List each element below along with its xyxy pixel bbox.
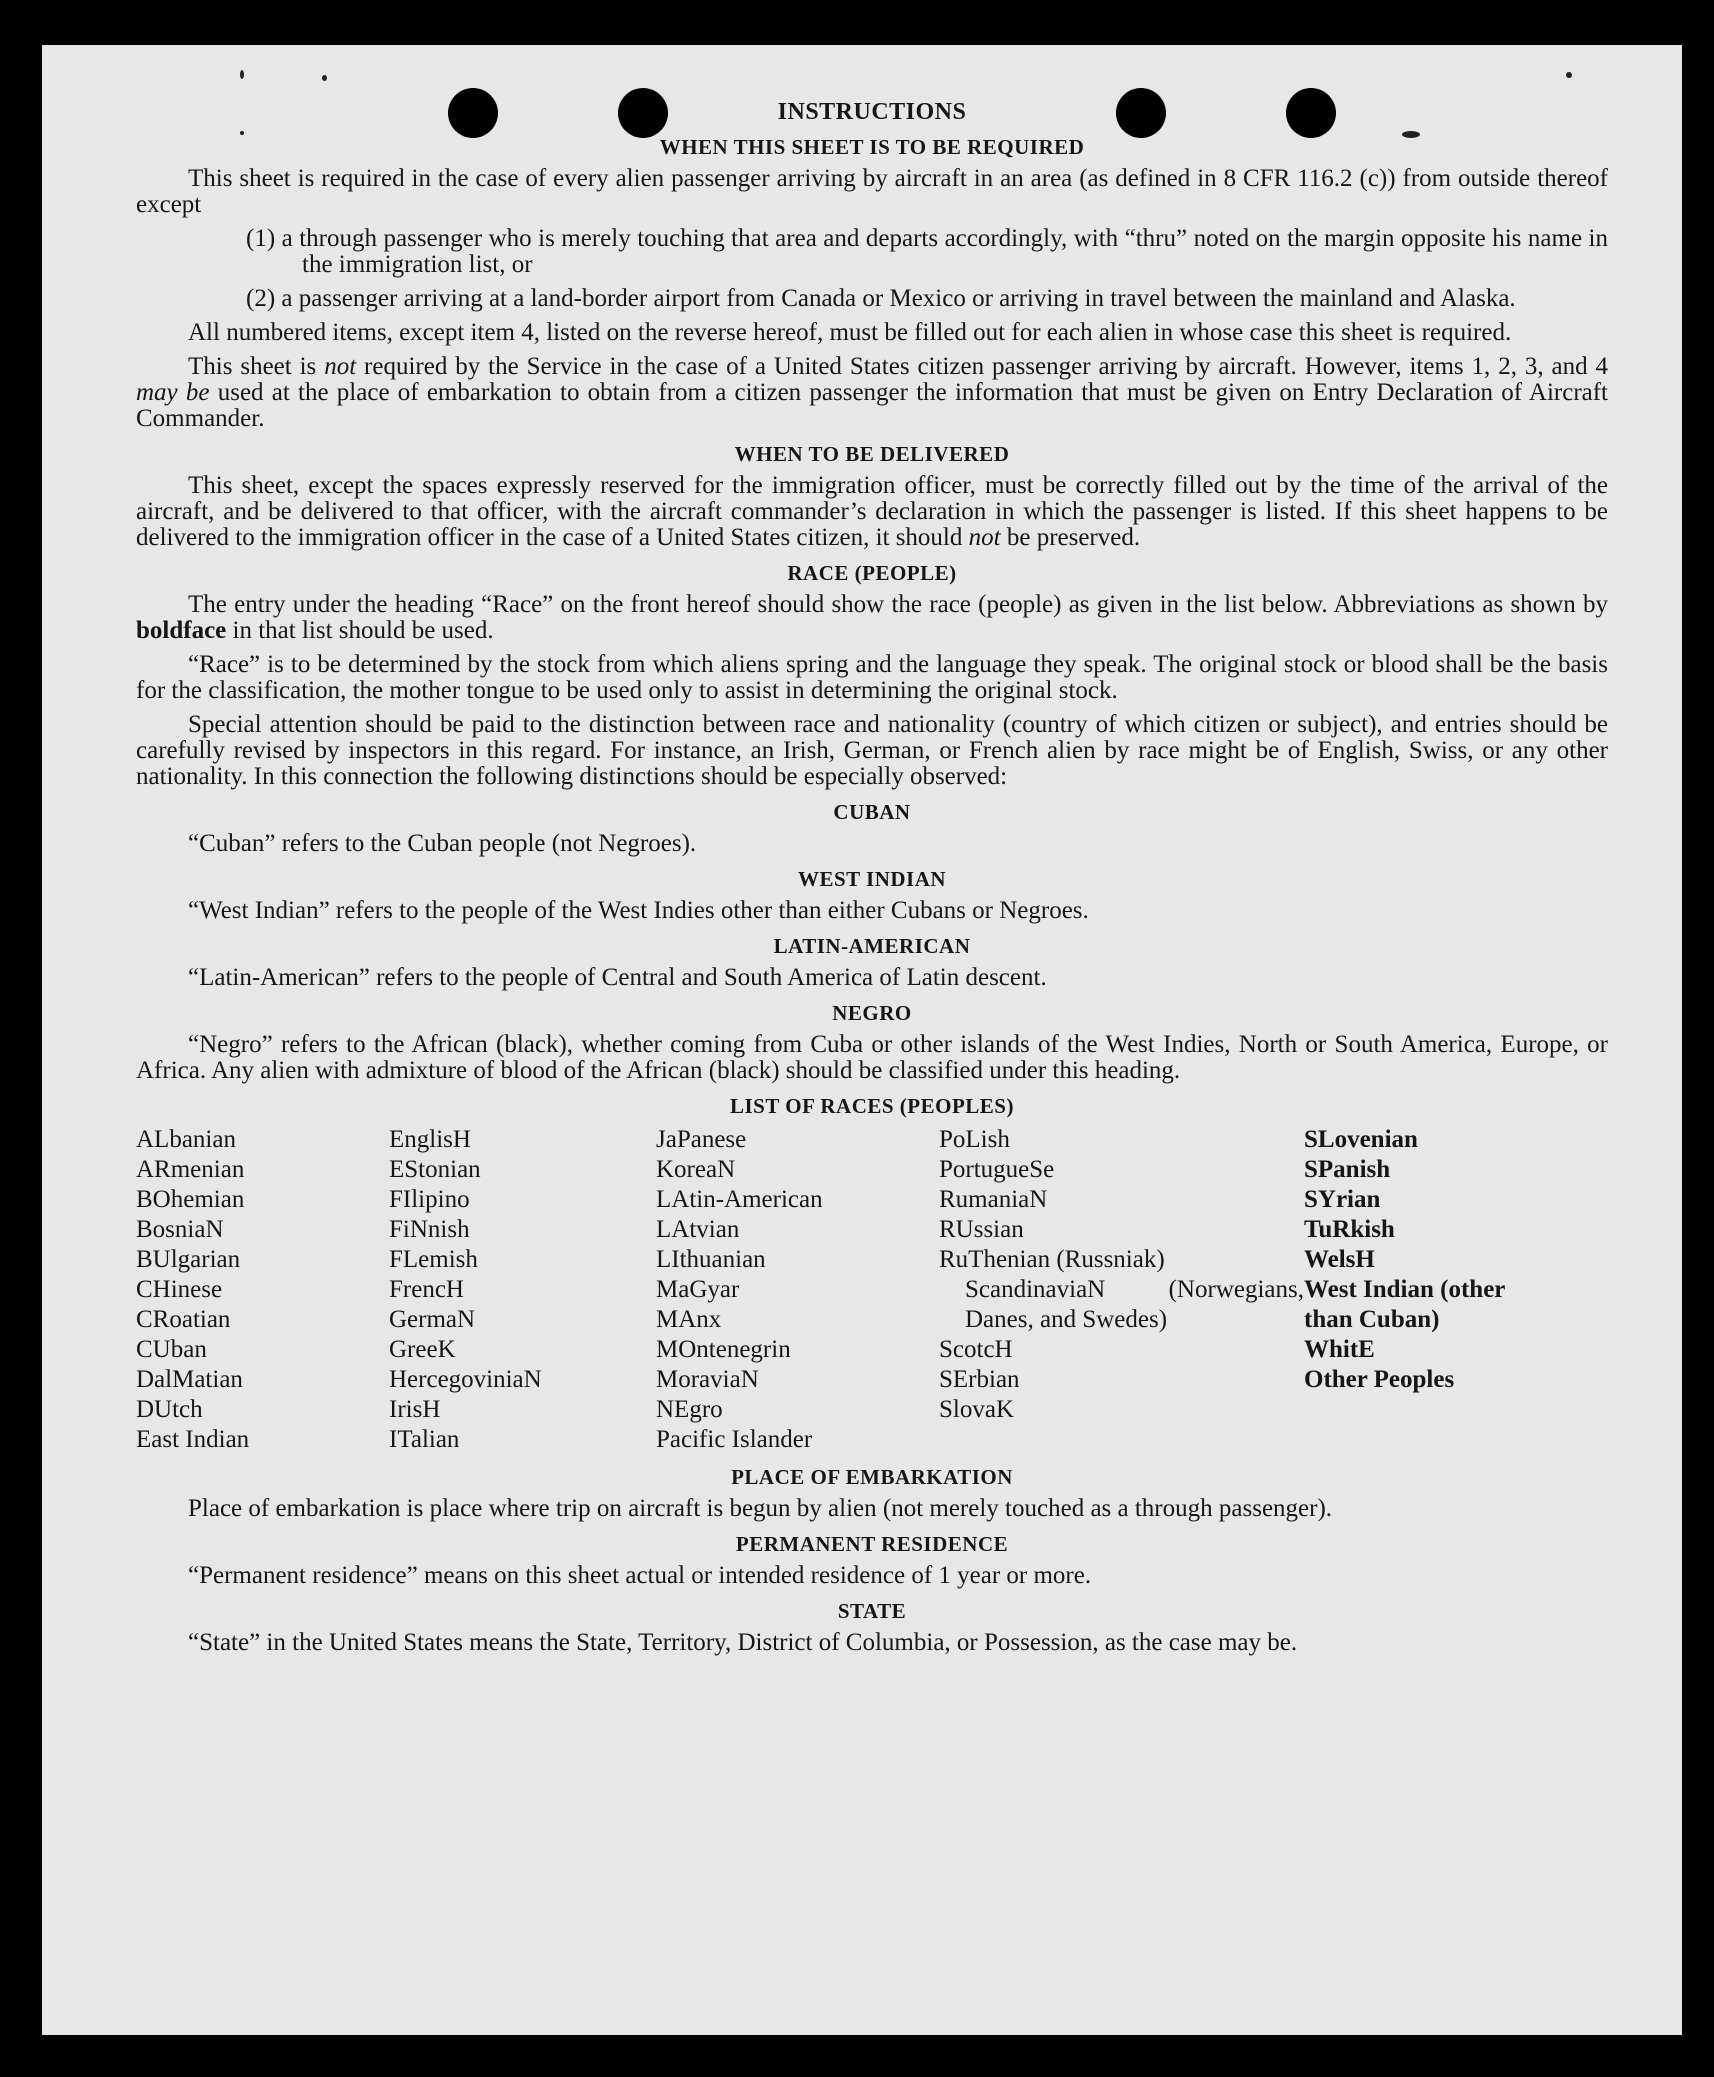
text-run: be preserved. — [1000, 524, 1141, 551]
race-entry: Other Peoples — [1304, 1366, 1455, 1393]
race-entry: LAtvian — [656, 1216, 740, 1243]
race-entry: GreeK — [389, 1336, 456, 1363]
instructions-body — [136, 99, 1608, 1664]
race-entry: LAtin-American — [656, 1186, 823, 1213]
race-entry: ScotcH — [939, 1336, 1013, 1363]
race-entry: EStonian — [389, 1156, 481, 1183]
list-item: (2) a passenger arriving at a land-border airport from Canada or Mexico or arriving in travel between the mainland and Alaska. — [246, 285, 1516, 312]
race-entry: ScandinaviaN (Norwegians, Danes, and Swedes) — [965, 1276, 1304, 1333]
paragraph: “West Indian” refers to the people of the West Indies other than either Cubans or Negroes. — [188, 897, 1089, 924]
race-list — [136, 1125, 1608, 1455]
race-entry: GermaN — [389, 1306, 476, 1333]
race-entry: TuRkish — [1304, 1216, 1395, 1243]
paragraph: “Permanent residence” means on this sheet actual or intended residence of 1 year or more. — [188, 1562, 1092, 1589]
paragraph: Place of embarkation is place where trip on aircraft is begun by alien (not merely touched as a through passenger). — [188, 1495, 1333, 1522]
race-entry: CUban — [136, 1336, 207, 1363]
race-entry: SPanish — [1304, 1156, 1391, 1183]
section-heading: PLACE OF EMBARKATION — [731, 1465, 1013, 1489]
text-run: used at the place of embarkation to obtain from a citizen passenger the information that must be given on Entry Declaration of Aircraft Commander. — [136, 379, 1609, 432]
race-entry: Pacific Islander — [656, 1426, 813, 1453]
race-entry: East Indian — [136, 1426, 250, 1453]
race-column — [136, 1125, 389, 1455]
race-entry: ALbanian — [136, 1126, 236, 1153]
text-run: in that list should be used. — [226, 617, 494, 644]
race-column — [656, 1125, 939, 1455]
paragraph — [136, 473, 1608, 551]
race-entry: West Indian (other than Cuban) — [1304, 1276, 1505, 1333]
race-column — [939, 1125, 1304, 1455]
text-run: This sheet is — [188, 353, 325, 380]
section-heading: NEGRO — [832, 1001, 912, 1025]
paragraph: “Race” is to be determined by the stock from which aliens spring and the language they speak. The original stock or blood shall be the basis for the classification, the mother tongue to be used only to assist in determining the original stock. — [136, 651, 1608, 704]
race-entry: SlovaK — [939, 1396, 1014, 1423]
paragraph: “Negro” refers to the African (black), whether coming from Cuba or other islands of the West Indies, North or South America, Europe, or Africa. Any alien with admixture of blood of the African (black) should be classified under this heading. — [136, 1031, 1608, 1084]
race-entry: BosniaN — [136, 1216, 224, 1243]
text-run: not — [968, 524, 1001, 551]
race-entry: SErbian — [939, 1366, 1020, 1393]
section-heading: CUBAN — [833, 800, 911, 824]
paragraph — [136, 592, 1608, 644]
text-run: boldface — [136, 617, 227, 644]
race-entry: SLovenian — [1304, 1126, 1418, 1153]
race-entry: FIlipino — [389, 1186, 470, 1213]
speck — [322, 75, 327, 81]
race-entry: RumaniaN — [939, 1186, 1048, 1213]
text-run: not — [324, 353, 357, 380]
speck — [1566, 72, 1572, 78]
race-entry: WhitE — [1304, 1336, 1375, 1363]
race-entry: DalMatian — [136, 1366, 243, 1393]
section-heading: STATE — [837, 1599, 907, 1623]
paragraph: “Cuban” refers to the Cuban people (not Negroes). — [188, 830, 697, 857]
text-run: required by the Service in the case of a United States citizen passenger arriving by aircraft. However, items 1, 2, 3, and 4 — [356, 353, 1608, 380]
race-entry: EnglisH — [389, 1126, 471, 1153]
race-entry: PortugueSe — [939, 1156, 1055, 1183]
paragraph: Special attention should be paid to the distinction between race and nationality (country of which citizen or subject), and entries should be carefully revised by inspectors in this regard. For instance, an Irish, German, or French alien by race might be of English, Swiss, or any other nationality. In this connection the following distinctions should be especially observed: — [136, 711, 1608, 790]
paragraph: This sheet is required in the case of every alien passenger arriving by aircraft in an area (as defined in 8 CFR 116.2 (c)) from outside thereof except — [136, 165, 1608, 218]
race-entry: JaPanese — [656, 1126, 747, 1153]
race-entry: RuThenian (Russniak) — [939, 1246, 1165, 1273]
race-entry: MoraviaN — [656, 1366, 759, 1393]
race-entry: FrencH — [389, 1276, 464, 1303]
race-entry: WelsH — [1304, 1246, 1375, 1273]
race-entry: LIthuanian — [656, 1246, 766, 1273]
section-heading: WHEN TO BE DELIVERED — [734, 442, 1010, 466]
race-entry: RUssian — [939, 1216, 1024, 1243]
race-entry: PoLish — [939, 1126, 1010, 1153]
text-run: may be — [136, 379, 210, 406]
list-item: (1) a through passenger who is merely touching that area and departs accordingly, with “thru” noted on the margin opposite his name in the immigration list, or — [246, 225, 1608, 278]
race-entry: MAnx — [656, 1306, 722, 1333]
race-entry: CRoatian — [136, 1306, 231, 1333]
paragraph: “State” in the United States means the State, Territory, District of Columbia, or Possession, as the case may be. — [188, 1629, 1298, 1656]
race-entry: DUtch — [136, 1396, 203, 1423]
document-page — [42, 45, 1682, 2035]
paragraph: All numbered items, except item 4, listed on the reverse hereof, must be filled out for each alien in whose case this sheet is required. — [188, 319, 1512, 346]
race-entry: BOhemian — [136, 1186, 245, 1213]
page-title: INSTRUCTIONS — [777, 99, 967, 125]
race-entry: SYrian — [1304, 1186, 1381, 1213]
speck — [240, 70, 244, 79]
race-column — [389, 1125, 656, 1455]
paragraph — [136, 354, 1608, 432]
race-entry: HercegoviniaN — [389, 1366, 542, 1393]
section-heading: WEST INDIAN — [797, 867, 947, 891]
section-heading: WHEN THIS SHEET IS TO BE REQUIRED — [659, 135, 1085, 159]
text-run: This sheet, except the spaces expressly reserved for the immigration officer, must be correctly filled out by the time of the arrival of the aircraft, and be delivered to that officer, with the aircraft commander’s declaration in which the passenger is listed. If this sheet happens to be delivered to the immigration officer in the case of a United States citizen, it should — [136, 472, 1608, 551]
race-column — [1304, 1125, 1559, 1455]
race-entry: CHinese — [136, 1276, 223, 1303]
race-entry: KoreaN — [656, 1156, 736, 1183]
race-entry: ARmenian — [136, 1156, 245, 1183]
text-run: The entry under the heading “Race” on the front hereof should show the race (people) as given in the list below. Abbreviations as shown by — [188, 591, 1608, 618]
race-entry: FiNnish — [389, 1216, 470, 1243]
race-entry: IrisH — [389, 1396, 441, 1423]
race-entry: BUlgarian — [136, 1246, 241, 1273]
section-heading: LATIN-AMERICAN — [773, 934, 971, 958]
paragraph: “Latin-American” refers to the people of Central and South America of Latin descent. — [188, 964, 1047, 991]
race-entry: MaGyar — [656, 1276, 740, 1303]
race-entry: MOntenegrin — [656, 1336, 791, 1363]
race-entry: ITalian — [389, 1426, 460, 1453]
race-entry: FLemish — [389, 1246, 478, 1273]
section-heading: RACE (PEOPLE) — [787, 561, 957, 585]
section-heading: LIST OF RACES (PEOPLES) — [730, 1094, 1014, 1118]
race-entry: NEgro — [656, 1396, 723, 1423]
section-heading: PERMANENT RESIDENCE — [735, 1532, 1009, 1556]
